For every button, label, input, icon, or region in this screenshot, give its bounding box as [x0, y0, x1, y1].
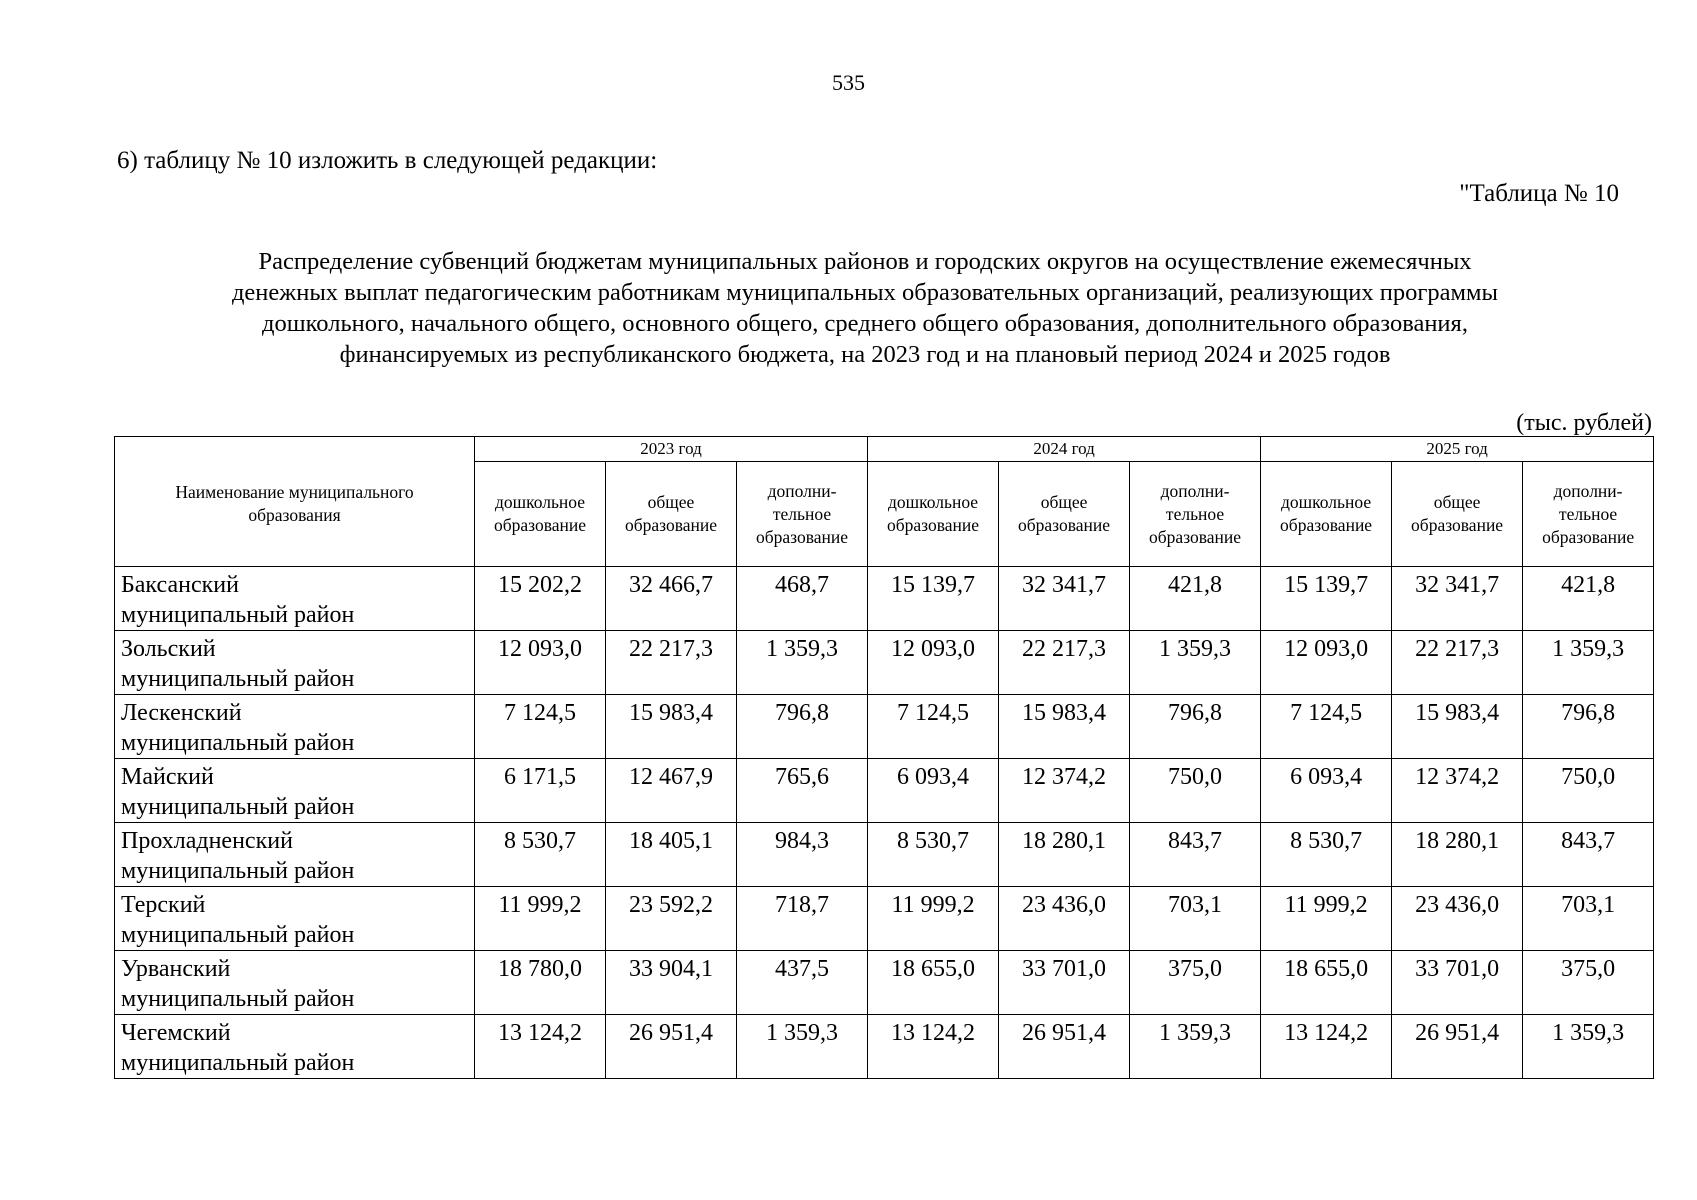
- header-text: образование: [1280, 515, 1373, 535]
- municipality-name: [115, 567, 475, 631]
- value-cell: 18 280,1: [999, 823, 1130, 887]
- value-cell: 33 701,0: [1392, 951, 1523, 1015]
- header-text: образование: [1411, 515, 1504, 535]
- table-row: [115, 887, 1654, 951]
- value-cell: 421,8: [1130, 567, 1261, 631]
- title-line: Распределение субвенций бюджетам муниципальных районов и городских округов на осуществление ежемесячных: [258, 248, 1472, 275]
- municipality-name-line: муниципальный район: [121, 1050, 355, 1076]
- header-text: образование: [756, 526, 849, 547]
- value-cell: 32 466,7: [606, 567, 737, 631]
- title-line: денежных выплат педагогическим работникам муниципальных образовательных организаций, реализующих программы: [231, 279, 1499, 306]
- value-cell: 26 951,4: [1392, 1015, 1523, 1079]
- municipality-name-line: муниципальный район: [121, 986, 355, 1012]
- table-label: "Таблица № 10: [1459, 180, 1619, 207]
- municipality-name-line: муниципальный район: [121, 858, 355, 884]
- value-cell: 22 217,3: [1392, 631, 1523, 695]
- value-cell: 703,1: [1523, 887, 1654, 951]
- value-cell: 15 983,4: [1392, 695, 1523, 759]
- value-cell: 13 124,2: [868, 1015, 999, 1079]
- municipality-name: [115, 951, 475, 1015]
- header-text: образование: [624, 515, 718, 535]
- municipality-name: [115, 695, 475, 759]
- header-text: общее: [1040, 492, 1088, 512]
- column-header-year-2024: 2024 год: [868, 437, 1261, 462]
- value-cell: 8 530,7: [475, 823, 606, 887]
- header-text: образование: [887, 515, 980, 535]
- value-cell: 1 359,3: [1523, 631, 1654, 695]
- value-cell: 1 359,3: [737, 1015, 868, 1079]
- subvention-table: [114, 436, 1654, 1079]
- municipality-name-line: муниципальный район: [121, 602, 355, 628]
- value-cell: 15 202,2: [475, 567, 606, 631]
- value-cell: 32 341,7: [1392, 567, 1523, 631]
- table-row: [115, 1015, 1654, 1079]
- table-row: [115, 823, 1654, 887]
- header-text: общее: [1433, 492, 1481, 512]
- column-header-year-2025: 2025 год: [1261, 437, 1654, 462]
- table-row: [115, 631, 1654, 695]
- value-cell: 1 359,3: [1523, 1015, 1654, 1079]
- value-cell: 8 530,7: [868, 823, 999, 887]
- column-header-year-2023: 2023 год: [475, 437, 868, 462]
- value-cell: 718,7: [737, 887, 868, 951]
- value-cell: 15 139,7: [868, 567, 999, 631]
- municipality-name-line: Майский: [121, 764, 214, 790]
- header-text: образования: [248, 505, 341, 525]
- municipality-name: [115, 887, 475, 951]
- page-number: 535: [832, 70, 865, 95]
- value-cell: 843,7: [1130, 823, 1261, 887]
- header-text: дополни-: [1553, 480, 1623, 501]
- value-cell: 12 467,9: [606, 759, 737, 823]
- municipality-name-line: Баксанский: [121, 572, 239, 598]
- header-text: дополни-: [1160, 480, 1230, 501]
- value-cell: 796,8: [1523, 695, 1654, 759]
- value-cell: 11 999,2: [868, 887, 999, 951]
- value-cell: 843,7: [1523, 823, 1654, 887]
- header-text: дошкольное: [1281, 492, 1372, 512]
- header-text: дошкольное: [887, 492, 979, 512]
- value-cell: 23 436,0: [999, 887, 1130, 951]
- value-cell: 23 592,2: [606, 887, 737, 951]
- value-cell: 1 359,3: [1130, 1015, 1261, 1079]
- value-cell: 750,0: [1523, 759, 1654, 823]
- municipality-name-line: муниципальный район: [121, 666, 355, 692]
- column-header-general: [606, 462, 737, 567]
- value-cell: 7 124,5: [868, 695, 999, 759]
- document-title: [100, 246, 1630, 370]
- header-text: тельное: [772, 503, 832, 524]
- table-header: [115, 437, 1654, 567]
- intro-text: 6) таблицу № 10 изложить в следующей редакции:: [117, 147, 658, 174]
- header-text: образование: [1542, 526, 1635, 547]
- header-text: образование: [1018, 515, 1111, 535]
- value-cell: 6 093,4: [868, 759, 999, 823]
- value-cell: 703,1: [1130, 887, 1261, 951]
- value-cell: 18 405,1: [606, 823, 737, 887]
- title-line: финансируемых из республиканского бюджета, на 2023 год и на плановый период 2024 и 2025 годов: [339, 341, 1391, 368]
- value-cell: 15 139,7: [1261, 567, 1392, 631]
- value-cell: 18 280,1: [1392, 823, 1523, 887]
- value-cell: 33 701,0: [999, 951, 1130, 1015]
- value-cell: 8 530,7: [1261, 823, 1392, 887]
- value-cell: 375,0: [1523, 951, 1654, 1015]
- municipality-name: [115, 1015, 475, 1079]
- column-header-additional: [1523, 462, 1654, 567]
- column-header-general: [1392, 462, 1523, 567]
- value-cell: 796,8: [1130, 695, 1261, 759]
- value-cell: 11 999,2: [475, 887, 606, 951]
- table-body: [115, 567, 1654, 1079]
- value-cell: 7 124,5: [475, 695, 606, 759]
- value-cell: 6 171,5: [475, 759, 606, 823]
- header-text: образование: [493, 515, 587, 535]
- column-header-additional: [737, 462, 868, 567]
- value-cell: 32 341,7: [999, 567, 1130, 631]
- column-header-preschool: [1261, 462, 1392, 567]
- header-text: общее: [647, 492, 695, 512]
- table-row: [115, 695, 1654, 759]
- units-label: (тыс. рублей): [1516, 410, 1652, 436]
- municipality-name-line: Терский: [121, 892, 206, 918]
- value-cell: 796,8: [737, 695, 868, 759]
- municipality-name: [115, 631, 475, 695]
- value-cell: 26 951,4: [999, 1015, 1130, 1079]
- value-cell: 421,8: [1523, 567, 1654, 631]
- value-cell: 18 655,0: [1261, 951, 1392, 1015]
- value-cell: 984,3: [737, 823, 868, 887]
- value-cell: 22 217,3: [606, 631, 737, 695]
- municipality-name-line: Прохладненский: [121, 828, 293, 854]
- value-cell: 22 217,3: [999, 631, 1130, 695]
- table-row: [115, 951, 1654, 1015]
- header-text: Наименование муниципального: [175, 482, 414, 502]
- value-cell: 26 951,4: [606, 1015, 737, 1079]
- municipality-name: [115, 823, 475, 887]
- value-cell: 12 093,0: [1261, 631, 1392, 695]
- municipality-name-line: Лескенский: [121, 700, 242, 726]
- table-row: [115, 759, 1654, 823]
- column-header-general: [999, 462, 1130, 567]
- value-cell: 11 999,2: [1261, 887, 1392, 951]
- value-cell: 437,5: [737, 951, 868, 1015]
- value-cell: 12 093,0: [868, 631, 999, 695]
- value-cell: 12 374,2: [999, 759, 1130, 823]
- municipality-name-line: Урванский: [121, 956, 231, 982]
- value-cell: 33 904,1: [606, 951, 737, 1015]
- value-cell: 13 124,2: [475, 1015, 606, 1079]
- municipality-name: [115, 759, 475, 823]
- column-header-additional: [1130, 462, 1261, 567]
- value-cell: 468,7: [737, 567, 868, 631]
- column-header-preschool: [868, 462, 999, 567]
- value-cell: 375,0: [1130, 951, 1261, 1015]
- header-text: дошкольное: [494, 492, 586, 512]
- table-row: [115, 567, 1654, 631]
- value-cell: 18 780,0: [475, 951, 606, 1015]
- header-row-years: [115, 437, 1654, 462]
- value-cell: 13 124,2: [1261, 1015, 1392, 1079]
- value-cell: 765,6: [737, 759, 868, 823]
- value-cell: 23 436,0: [1392, 887, 1523, 951]
- value-cell: 1 359,3: [737, 631, 868, 695]
- municipality-name-line: муниципальный район: [121, 794, 355, 820]
- title-line: дошкольного, начального общего, основного общего, среднего общего образования, дополнительного образования,: [262, 310, 1468, 337]
- municipality-name-line: Зольский: [121, 636, 216, 662]
- value-cell: 6 093,4: [1261, 759, 1392, 823]
- value-cell: 12 093,0: [475, 631, 606, 695]
- value-cell: 15 983,4: [999, 695, 1130, 759]
- header-text: образование: [1149, 526, 1242, 547]
- value-cell: 1 359,3: [1130, 631, 1261, 695]
- value-cell: 18 655,0: [868, 951, 999, 1015]
- header-text: тельное: [1165, 503, 1225, 524]
- value-cell: 7 124,5: [1261, 695, 1392, 759]
- column-header-name: [115, 437, 475, 567]
- value-cell: 15 983,4: [606, 695, 737, 759]
- column-header-preschool: [475, 462, 606, 567]
- municipality-name-line: муниципальный район: [121, 922, 355, 948]
- header-text: дополни-: [767, 480, 837, 501]
- value-cell: 750,0: [1130, 759, 1261, 823]
- header-text: тельное: [1558, 503, 1618, 524]
- value-cell: 12 374,2: [1392, 759, 1523, 823]
- municipality-name-line: Чегемский: [121, 1020, 231, 1046]
- municipality-name-line: муниципальный район: [121, 730, 355, 756]
